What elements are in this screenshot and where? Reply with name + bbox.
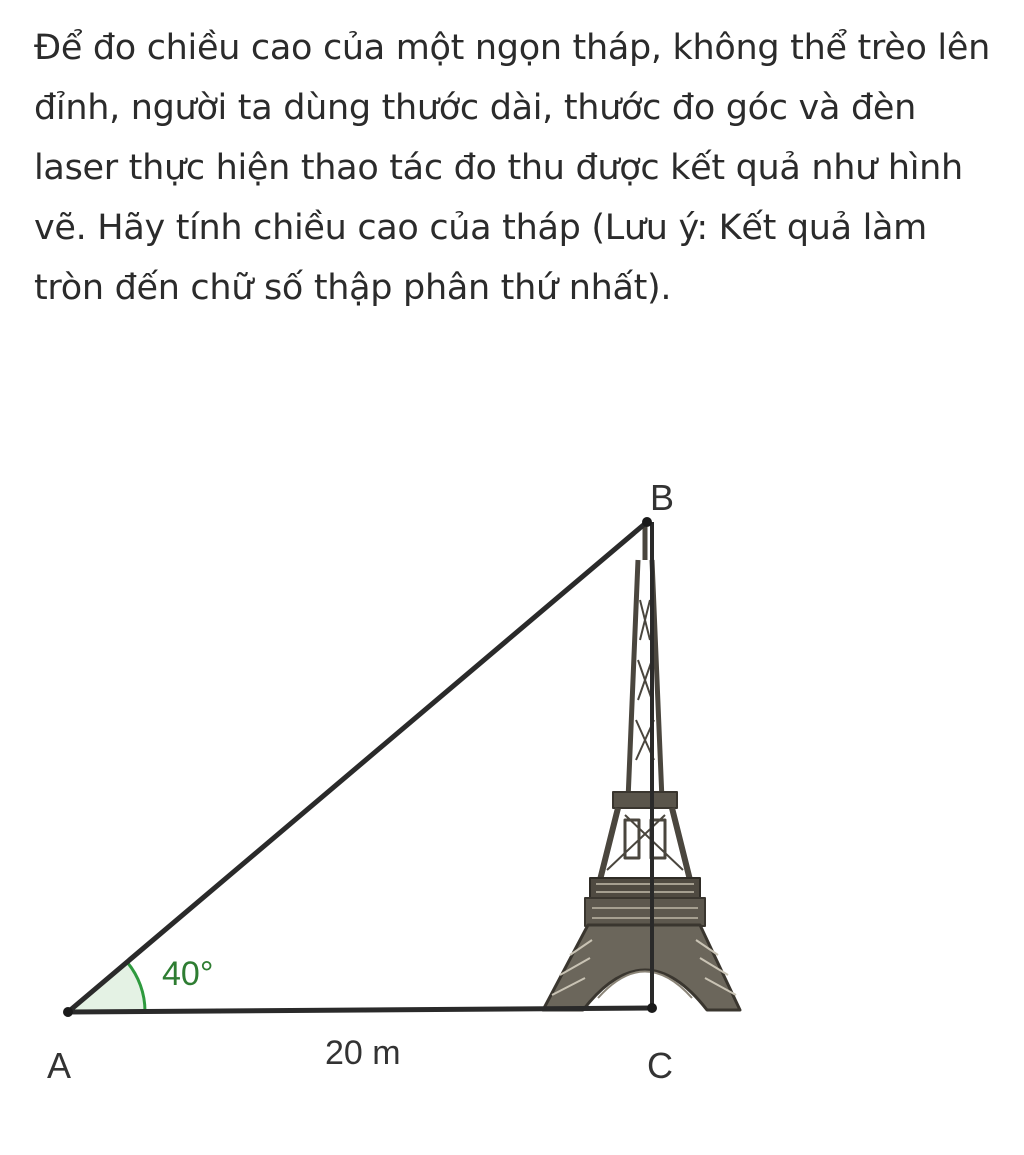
point-b-dot (642, 517, 652, 527)
point-c-label: C (647, 1045, 673, 1086)
segment-ab (68, 522, 647, 1012)
distance-label: 20 m (325, 1034, 401, 1072)
point-a-label: A (47, 1045, 72, 1086)
problem-text: Để đo chiều cao của một ngọn tháp, không thể trèo lên đỉnh, người ta dùng thước dài, thước đo góc và đèn laser thực hiện thao tác đo thu được kết quả như hình vẽ. Hãy tính chiều cao của tháp (Lưu ý: Kết quả làm tròn đến chữ số thập phân thứ nhất). (34, 28, 990, 308)
point-c-dot (647, 1003, 657, 1013)
eiffel-tower-icon (543, 522, 740, 1010)
point-a-dot (63, 1007, 73, 1017)
point-b-label: B (650, 477, 675, 518)
angle-label: 40° (162, 955, 214, 993)
